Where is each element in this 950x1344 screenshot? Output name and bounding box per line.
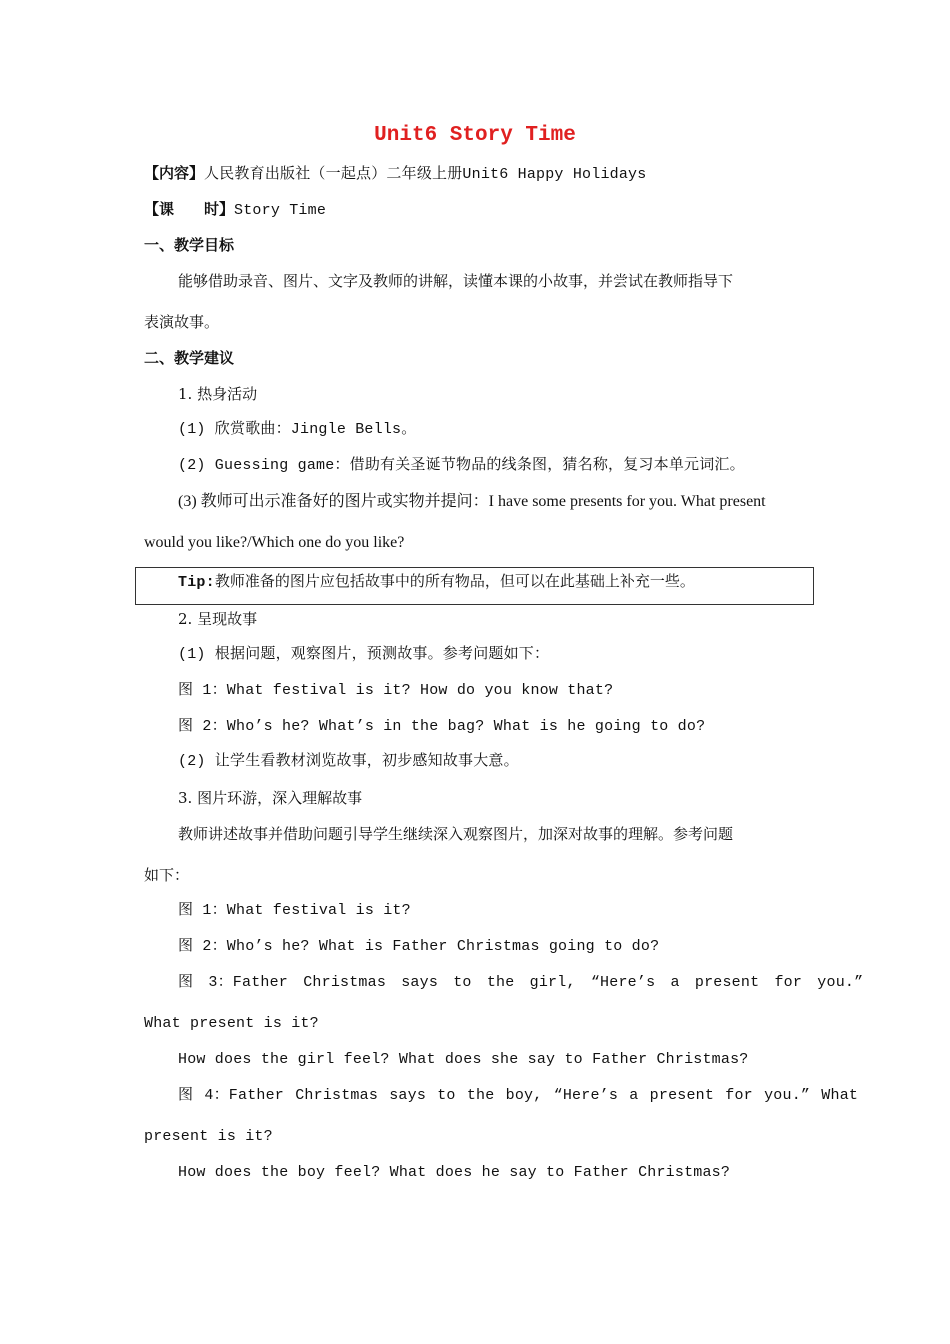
tip-text: 教师准备的图片应包括故事中的所有物品，但可以在此基础上补充一些。 [214,572,695,590]
step-3-question-4-line2: present is it? [144,1128,273,1145]
step-1-item-1: (1) 欣赏歌曲：Jingle Bells。 [178,421,417,438]
step-2-item-2: (2) 让学生看教材浏览故事，初步感知故事大意。 [178,753,519,770]
step-2-question-1: 图 1：What festival is it? How do you know that? [178,682,614,699]
tip-label: Tip: [178,574,215,591]
tip-line [178,571,695,593]
period-line [144,199,326,221]
step-3-question-4-followup: How does the boy feel? What does he say to Father Christmas? [178,1164,731,1181]
step-1-item-2: (2) Guessing game：借助有关圣诞节物品的线条图，猜名称，复习本单元词汇。 [178,457,745,474]
step-1-heading: 1. 热身活动 [178,385,258,403]
step-3-question-3-followup: How does the girl feel? What does she say to Father Christmas? [178,1051,749,1068]
step-2-item-1: (1) 根据问题，观察图片，预测故事。参考问题如下： [178,646,550,663]
step-3-paragraph-line2: 如下： [144,866,190,884]
step-3-question-3-line1: 图 3：Father Christmas says to the girl, “Here’s a present for you.” [178,974,864,991]
step-3-question-3-line2: What present is it? [144,1015,319,1032]
goals-paragraph-line2: 表演故事。 [144,313,220,331]
step-1-item-3-line1: (3) 教师可出示准备好的图片或实物并提问：I have some presents for you. What present [178,493,766,510]
goals-paragraph-line1: 能够借助录音、图片、文字及教师的讲解，读懂本课的小故事，并尝试在教师指导下 [178,272,734,290]
step-3-question-1: 图 1：What festival is it? [178,902,411,919]
section-heading-goals: 一、教学目标 [144,236,235,254]
content-line [144,163,646,185]
period-text: Story Time [234,202,327,219]
section-heading-suggestions: 二、教学建议 [144,349,235,367]
step-1-item-3-line2: would you like?/Which one do you like? [144,534,405,551]
step-3-question-2: 图 2：Who’s he? What is Father Christmas going to do? [178,938,660,955]
step-3-paragraph-line1: 教师讲述故事并借助问题引导学生继续深入观察图片，加深对故事的理解。参考问题 [178,825,734,843]
period-label: 【课 时】 [144,200,235,218]
step-3-heading: 3. 图片环游，深入理解故事 [178,789,363,807]
step-2-heading: 2. 呈现故事 [178,610,258,628]
step-2-question-2: 图 2：Who’s he? What’s in the bag? What is he going to do? [178,718,706,735]
content-label: 【内容】 [144,164,205,182]
page-title: Unit6 Story Time [374,124,576,147]
content-text: 人民教育出版社（一起点）二年级上册Unit6 Happy Holidays [204,166,647,183]
step-3-question-4-line1: 图 4：Father Christmas says to the boy, “Here’s a present for you.” What [178,1087,859,1104]
